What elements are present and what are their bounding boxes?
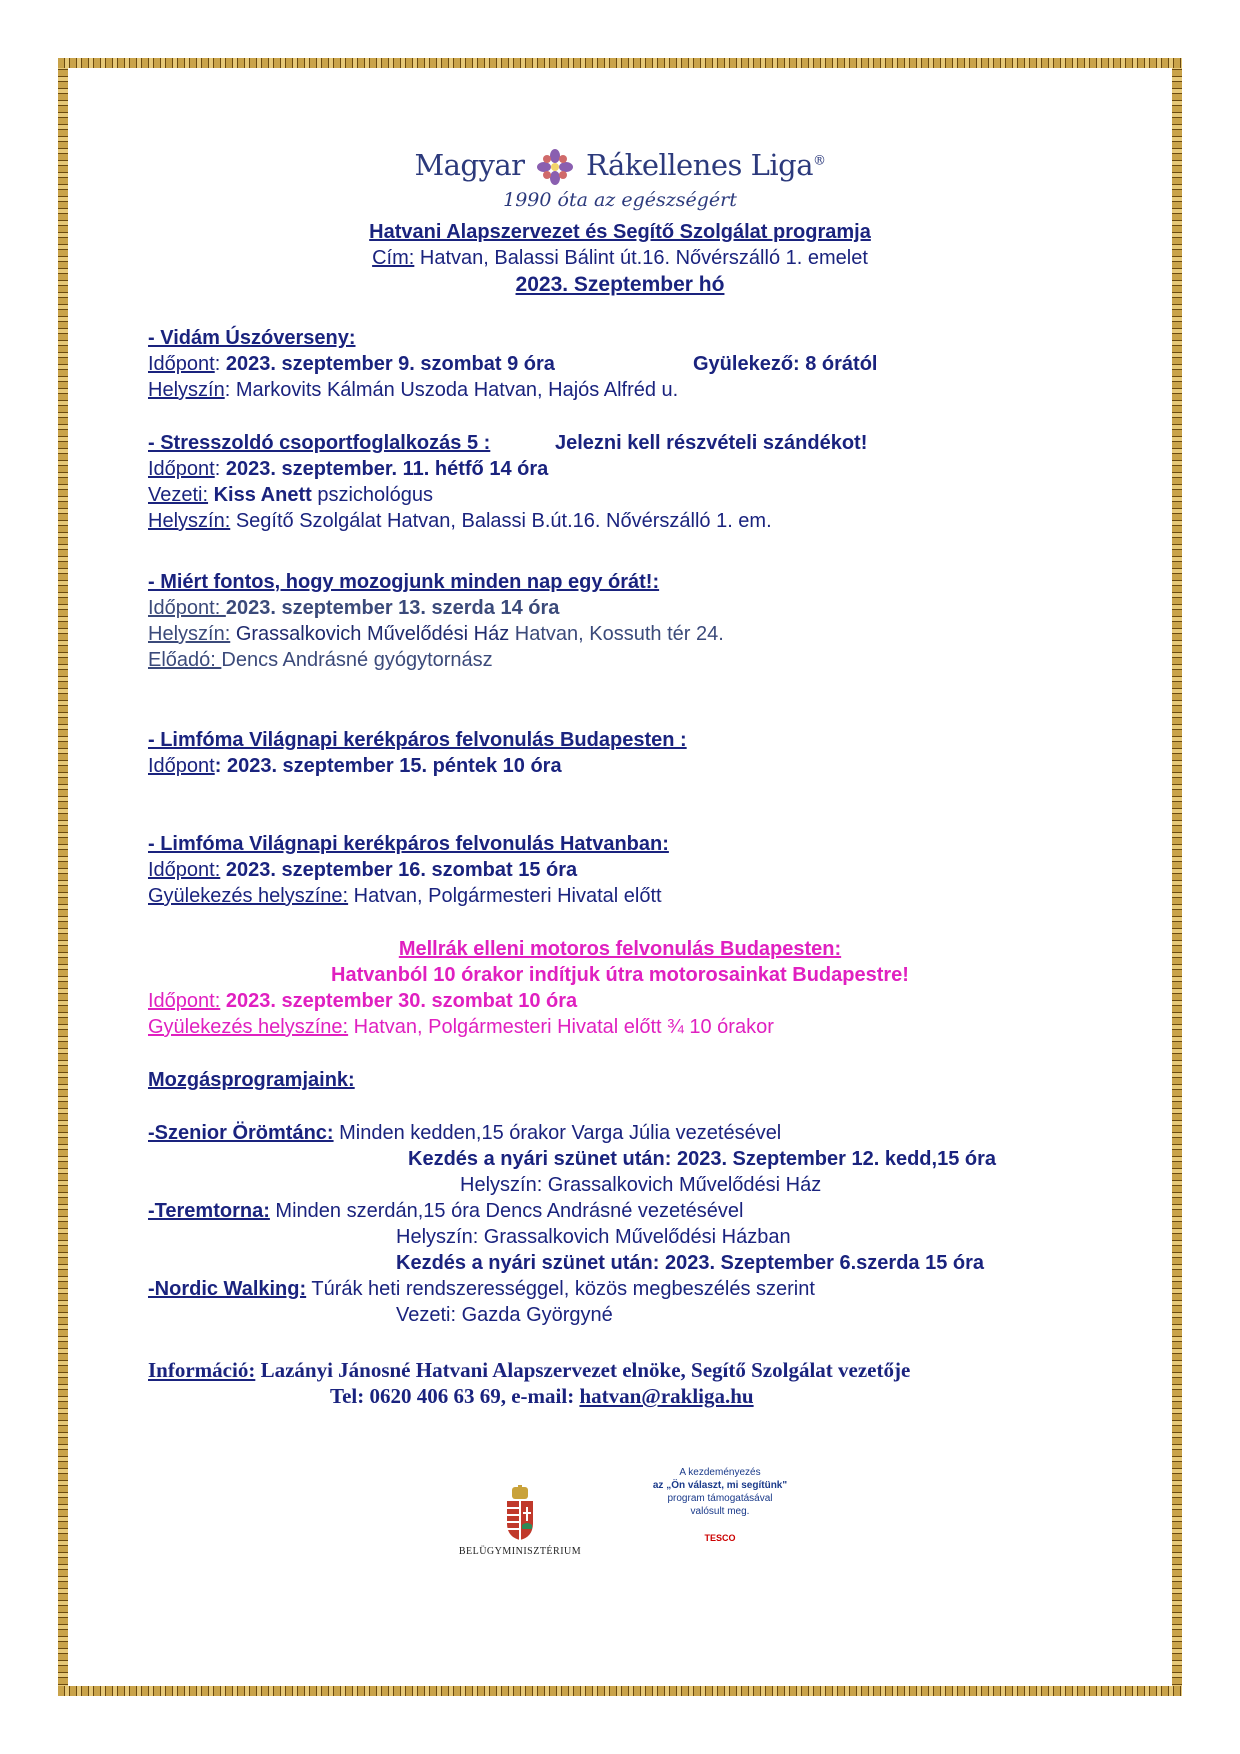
contact-line: Tel: 0620 406 63 69, e-mail: hatvan@rakliga.hu: [330, 1384, 754, 1408]
program-nordic: -Nordic Walking: Túrák heti rendszerességgel, közös megbeszélés szerint: [148, 1278, 815, 1300]
document-title: Hatvani Alapszervezet és Segítő Szolgálat programja: [369, 221, 871, 243]
program-gym-start: Kezdés a nyári szünet után: 2023. Szeptember 6.szerda 15 óra: [396, 1252, 985, 1274]
logo-tagline: 1990 óta az egészségért: [503, 189, 737, 211]
event-time-breast: Időpont: 2023. szeptember 30. szombat 10 óra: [148, 990, 578, 1012]
event-gather-breast: Gyülekezés helyszíne: Hatvan, Polgármesteri Hivatal előtt ¾ 10 órakor: [148, 1016, 774, 1038]
logo-text-right: Rákellenes Liga: [585, 148, 814, 182]
event-place-move: Helyszín: Grassalkovich Művelődési Ház Hatvan, Kossuth tér 24.: [148, 623, 724, 645]
event-title-lymph-bp: - Limfóma Világnapi kerékpáros felvonulás Budapesten :: [148, 729, 687, 751]
event-time-move: Időpont: 2023. szeptember 13. szerda 14 óra: [148, 597, 560, 619]
event-speaker-move: Előadó: Dencs Andrásné gyógytornász: [148, 649, 493, 671]
event-place-stress: Helyszín: Segítő Szolgálat Hatvan, Balassi B.út.16. Nővérszálló 1. em.: [148, 510, 772, 532]
logo-text-left: Magyar: [414, 148, 525, 182]
event-note-stress: Jelezni kell részvételi szándékot!: [555, 432, 868, 454]
coat-of-arms-icon: [503, 1485, 537, 1541]
event-title-swim: - Vidám Úszóverseny:: [148, 327, 356, 349]
program-gym-place: Helyszín: Grassalkovich Művelődési Házban: [396, 1226, 791, 1248]
flower-icon: [537, 149, 573, 185]
event-title-move: - Miért fontos, hogy mozogjunk minden nap egy órát!:: [148, 571, 660, 593]
email-link[interactable]: hatvan@rakliga.hu: [579, 1384, 754, 1408]
event-title-breast: Mellrák elleni motoros felvonulás Budapesten:: [398, 938, 842, 960]
support-notice: A kezdeményezés az „Ön választ, mi segítünk" program támogatásával valósult meg. TESCO: [640, 1466, 800, 1545]
tesco-logo: TESCO: [704, 1533, 736, 1543]
organization-logo: Magyar Rákellenes Liga® 1990 óta az egészségért: [0, 148, 1240, 211]
ministry-emblem: [450, 1485, 590, 1557]
event-title-stress: - Stresszoldó csoportfoglalkozás 5 :: [148, 432, 491, 454]
event-time-stress: Időpont: 2023. szeptember. 11. hétfő 14 óra: [148, 458, 549, 480]
program-senior-start: Kezdés a nyári szünet után: 2023. Szeptember 12. kedd,15 óra: [408, 1148, 997, 1170]
address-line: Cím: Hatvan, Balassi Bálint út.16. Nővérszálló 1. emelet: [372, 247, 868, 269]
event-gather-swim: Gyülekező: 8 órától: [693, 353, 878, 375]
programs-heading: Mozgásprogramjaink:: [148, 1069, 355, 1091]
month-heading: 2023. Szeptember hó: [515, 273, 725, 296]
event-place-swim: Helyszín: Markovits Kálmán Uszoda Hatvan, Hajós Alfréd u.: [148, 379, 679, 401]
program-senior: -Szenior Örömtánc: Minden kedden,15 órakor Varga Júlia vezetésével: [148, 1122, 782, 1144]
info-line: Információ: Lazányi Jánosné Hatvani Alapszervezet elnöke, Segítő Szolgálat vezetője: [148, 1358, 911, 1382]
ministry-name: BELÜGYMINISZTÉRIUM: [458, 1546, 582, 1557]
event-lead-stress: Vezeti: Kiss Anett pszichológus: [148, 484, 433, 506]
event-subtitle-breast: Hatvanból 10 órakor indítjuk útra motorosainkat Budapestre!: [331, 964, 909, 986]
program-senior-place: Helyszín: Grassalkovich Művelődési Ház: [460, 1174, 822, 1196]
event-time-lymph-bp: Időpont: 2023. szeptember 15. péntek 10 óra: [148, 755, 562, 777]
event-gather-lymph-hatvan: Gyülekezés helyszíne: Hatvan, Polgármesteri Hivatal előtt: [148, 885, 662, 907]
event-title-lymph-hatvan: - Limfóma Világnapi kerékpáros felvonulás Hatvanban:: [148, 833, 669, 855]
event-time-lymph-hatvan: Időpont: 2023. szeptember 16. szombat 15 óra: [148, 859, 578, 881]
program-gym: -Teremtorna: Minden szerdán,15 óra Dencs Andrásné vezetésével: [148, 1200, 744, 1222]
program-nordic-lead: Vezeti: Gazda Györgyné: [396, 1304, 613, 1326]
event-time-swim: Időpont: 2023. szeptember 9. szombat 9 óra: [148, 353, 555, 375]
